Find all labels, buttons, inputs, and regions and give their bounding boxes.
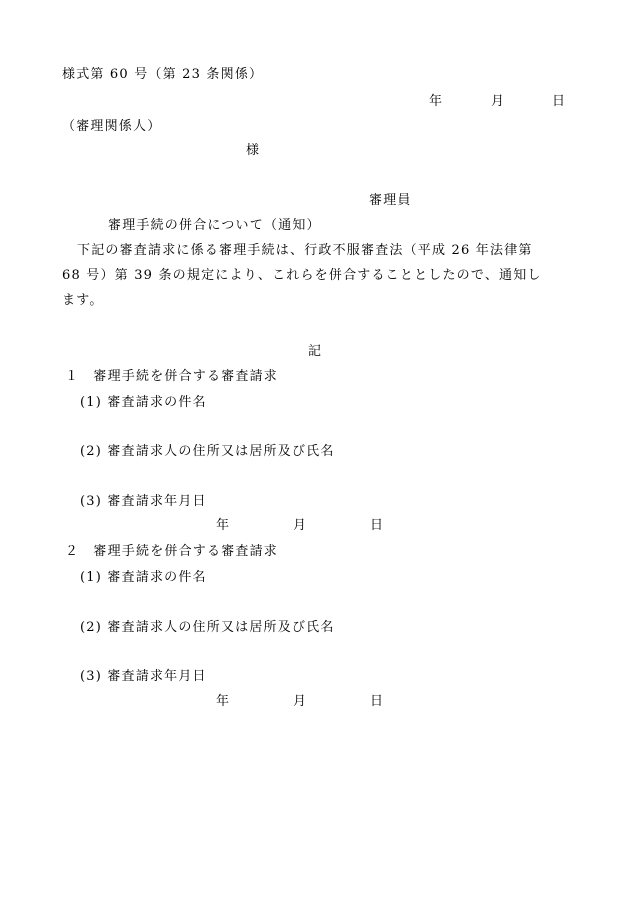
body-line: ます。 [62, 293, 104, 308]
section-item: (3) 審査請求年月日 [80, 669, 207, 684]
form-label: 様式第 60 号（第 23 条関係） [62, 67, 264, 82]
section-item: (1) 審査請求の件名 [80, 570, 207, 585]
body-line: 下記の審査請求に係る審理手続は、行政不服審査法（平成 26 年法律第 [77, 243, 533, 258]
section-item: (2) 審査請求人の住所又は居所及び氏名 [80, 444, 335, 459]
date-month: 月 [491, 94, 506, 109]
recipient-honorific: 様 [246, 143, 261, 158]
date-year: 年 [429, 94, 444, 109]
section-item: (3) 審査請求年月日 [80, 494, 207, 509]
section-heading: ２ 審理手続を併合する審査請求 [65, 544, 279, 559]
section-date-day: 日 [370, 518, 385, 533]
section-date-month: 月 [293, 518, 308, 533]
section-heading: １ 審理手続を併合する審査請求 [65, 369, 279, 384]
sender-title: 審理員 [369, 193, 412, 208]
body-line: 68 号）第 39 条の規定により、これらを併合することとしたので、通知し [62, 268, 542, 283]
section-date-year: 年 [216, 694, 231, 709]
date-day: 日 [552, 94, 567, 109]
ki-marker: 記 [308, 344, 323, 359]
section-date-year: 年 [216, 518, 231, 533]
section-date-month: 月 [293, 694, 308, 709]
section-item: (1) 審査請求の件名 [80, 395, 207, 410]
section-item: (2) 審査請求人の住所又は居所及び氏名 [80, 620, 335, 635]
recipient-label: （審理関係人） [62, 119, 162, 134]
document-title: 審理手続の併合について（通知） [108, 218, 321, 233]
section-date-day: 日 [370, 694, 385, 709]
